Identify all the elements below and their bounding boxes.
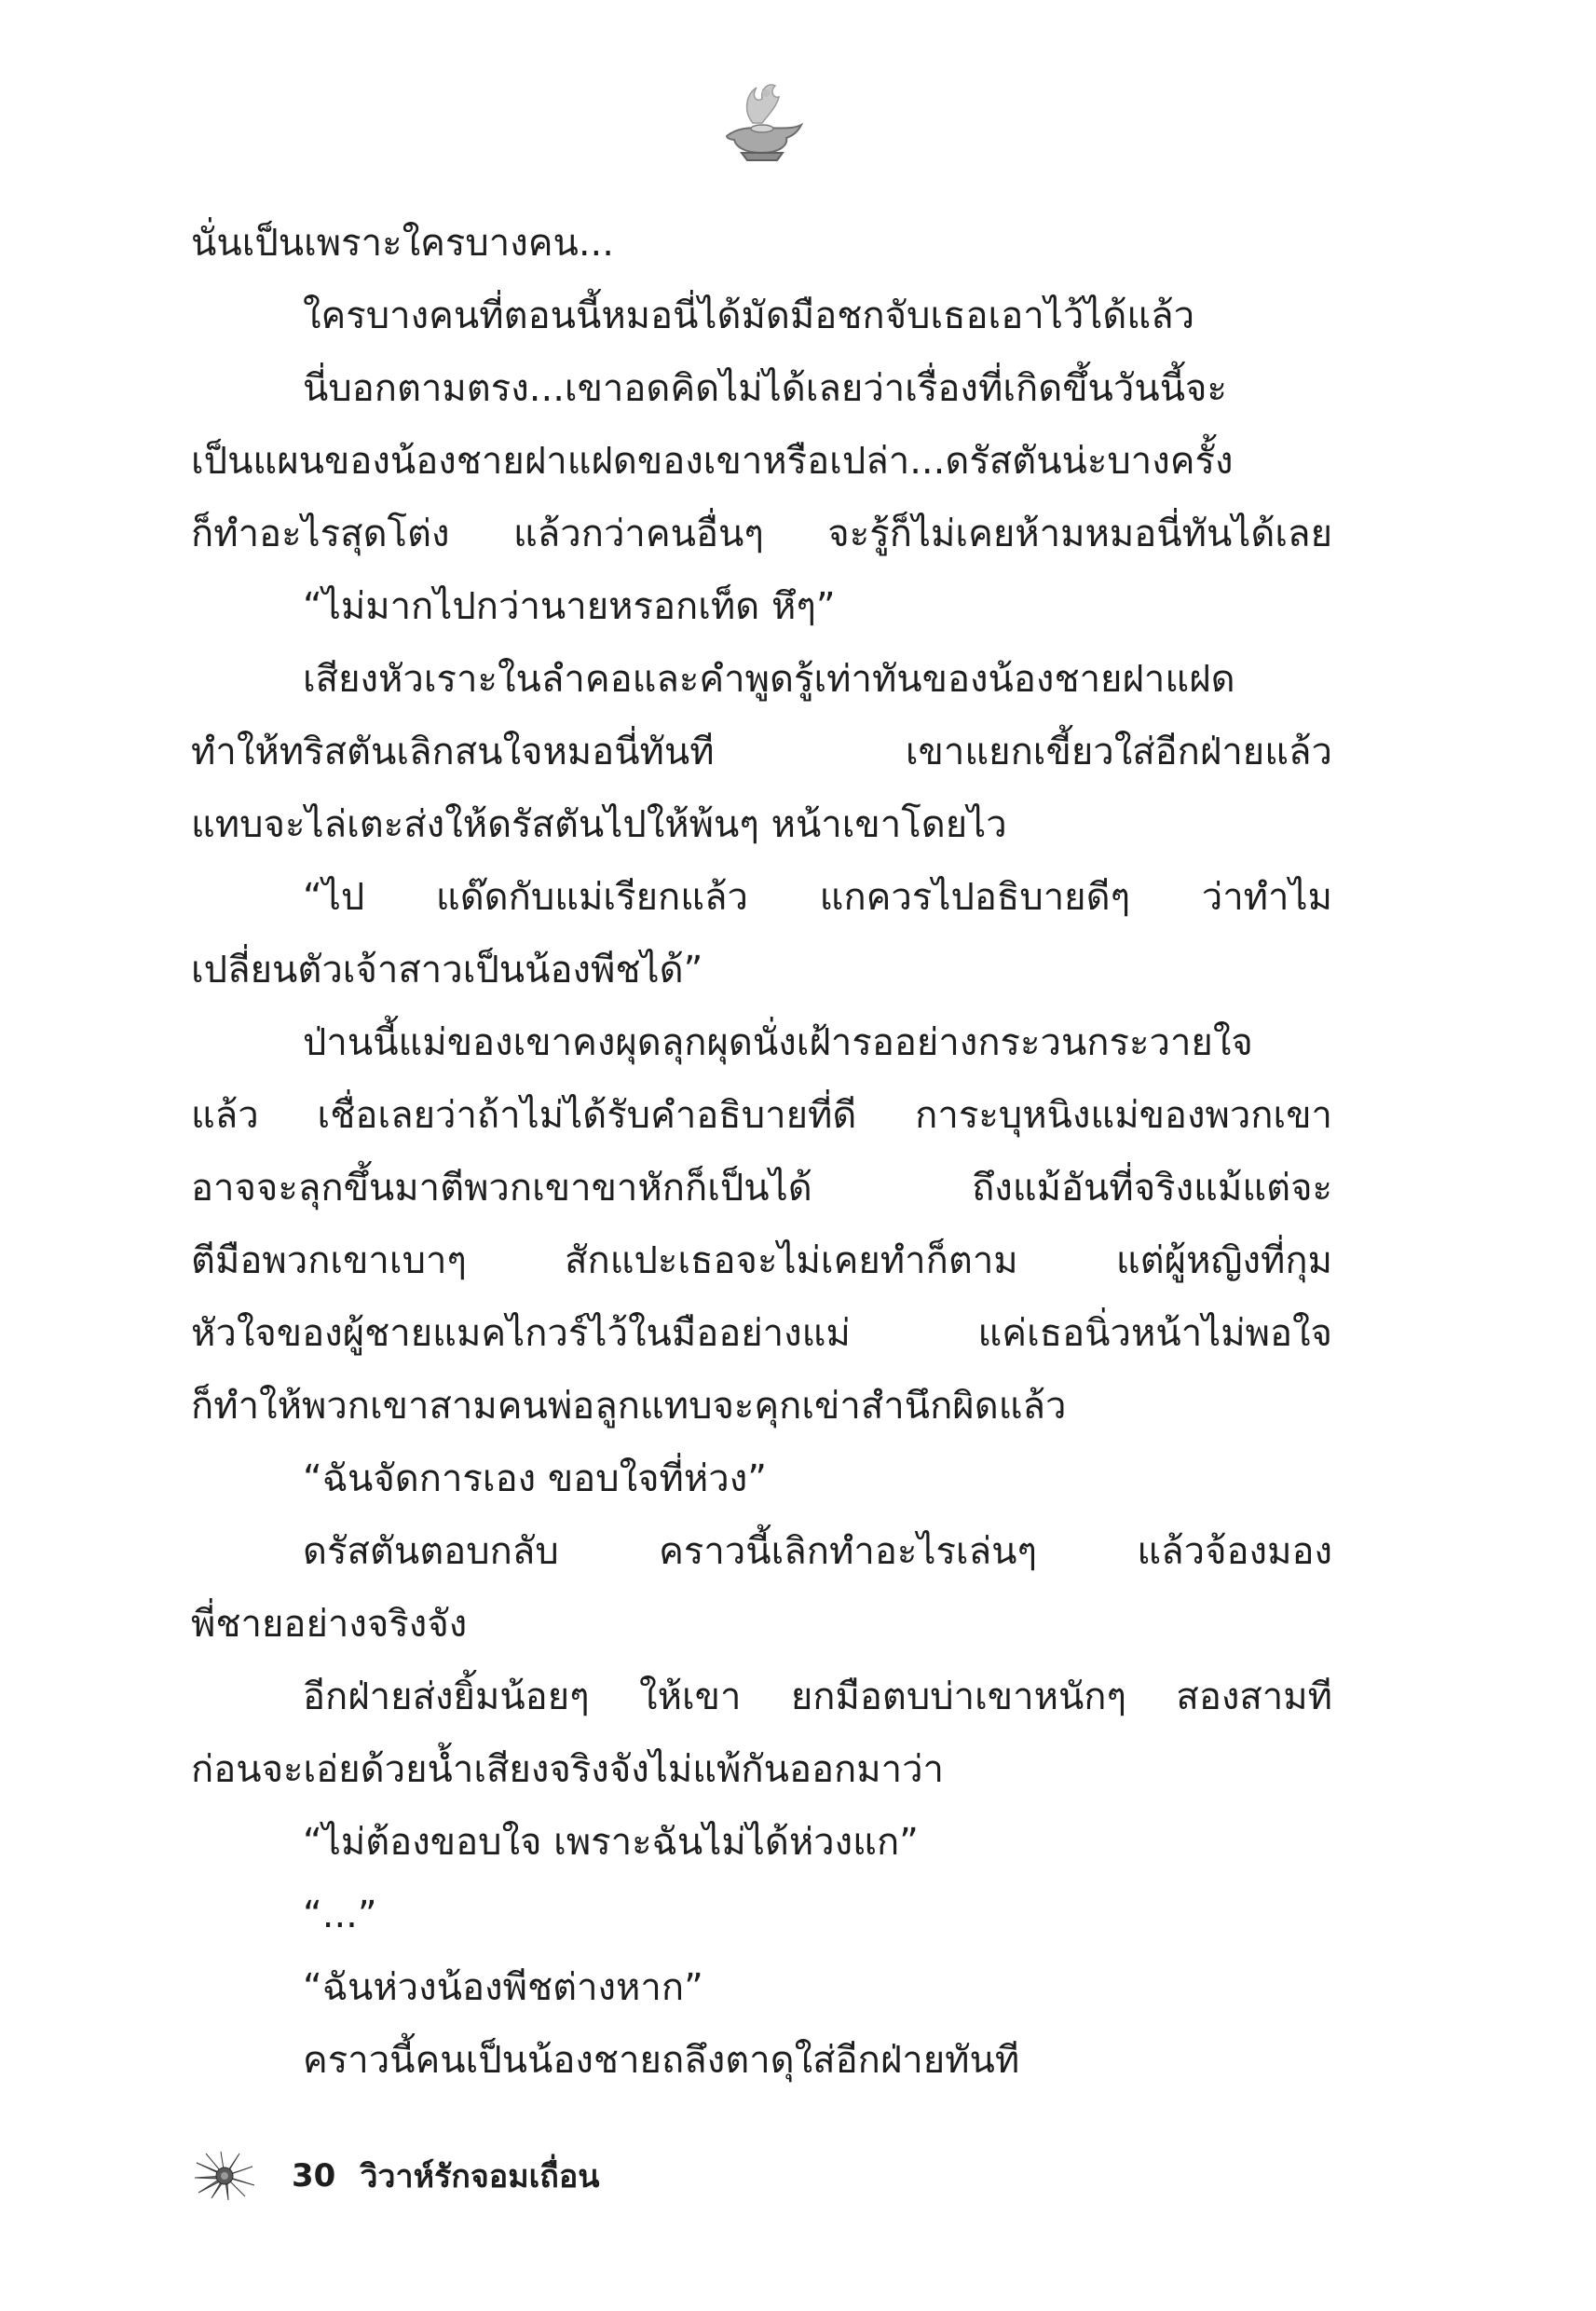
text-line: คราวนี้คนเป็นน้องชายถลึงตาดุใส่อีกฝ่ายทันที [303,2039,1020,2082]
text-line: หัวใจของผู้ชายแมคไกวร์ไว้ในมืออย่างแม่ แค่เธอนิ่วหน้าไม่พอใจ [191,1312,1332,1355]
text-line: แทบจะไล่เตะส่งให้ดรัสตันไปให้พ้นๆ หน้าเขาโดยไว [191,803,1007,846]
text-line: ป่านนี้แม่ของเขาคงผุดลุกผุดนั่งเฝ้ารออย่างกระวนกระวายใจ [303,1021,1253,1064]
text-line: ทำให้ทริสตันเลิกสนใจหมอนี่ทันที เขาแยกเขี้ยวใส่อีกฝ่ายแล้ว [191,731,1332,773]
text-line: ก็ทำอะไรสุดโต่ง แล้วกว่าคนอื่นๆ จะรู้ก็ไม่เคยห้ามหมอนี่ทันได้เลย [191,513,1332,555]
text-line: ตีมือพวกเขาเบาๆ สักแปะเธอจะไม่เคยทำก็ตาม แต่ผู้หญิงที่กุม [191,1239,1332,1282]
text-line: พี่ชายอย่างจริงจัง [191,1603,468,1646]
text-line: ดรัสตันตอบกลับ คราวนี้เลิกทำอะไรเล่นๆ แล้วจ้องมอง [303,1530,1332,1573]
text-line: นั่นเป็นเพราะใครบางคน... [191,222,614,265]
text-line: เปลี่ยนตัวเจ้าสาวเป็นน้องพีชได้” [191,949,703,991]
text-line: “ไป แด๊ดกับแม่เรียกแล้ว แกควรไปอธิบายดีๆ ว่าทำไม [303,876,1332,919]
text-line: ก่อนจะเอ่ยด้วยน้ำเสียงจริงจังไม่แพ้กันออกมาว่า [191,1748,945,1791]
book-title: วิวาห์รักจอมเถื่อน [360,2158,600,2195]
flower-ornament-icon [191,2150,258,2202]
text-line: อาจจะลุกขึ้นมาตีพวกเขาขาหักก็เป็นได้ ถึงแม้อันที่จริงแม้แต่จะ [191,1167,1332,1210]
page-footer [191,2148,600,2204]
text-line: นี่บอกตามตรง...เขาอดคิดไม่ได้เลยว่าเรื่องที่เกิดขึ้นวันนี้จะ [303,367,1227,410]
text-line: “ฉันห่วงน้องพีชต่างหาก” [303,1966,703,2009]
magic-lamp-icon [708,75,811,177]
text-line: “ฉันจัดการเอง ขอบใจที่ห่วง” [303,1457,768,1500]
text-line: ก็ทำให้พวกเขาสามคนพ่อลูกแทบจะคุกเข่าสำนึกผิดแล้ว [191,1385,1067,1428]
text-line: เสียงหัวเราะในลำคอและคำพูดรู้เท่าทันของน้องชายฝาแฝด [303,658,1235,701]
text-line: แล้ว เชื่อเลยว่าถ้าไม่ได้รับคำอธิบายที่ดี การะบุหนิงแม่ของพวกเขา [191,1094,1332,1137]
text-line: “ไม่มากไปกว่านายหรอกเท็ด หึๆ” [303,585,836,628]
text-line: ใครบางคนที่ตอนนี้หมอนี่ได้มัดมือชกจับเธอเอาไว้ได้แล้ว [303,294,1195,337]
text-line: อีกฝ่ายส่งยิ้มน้อยๆ ให้เขา ยกมือตบบ่าเขาหนักๆ สองสามที [303,1675,1332,1718]
page-number: 30 [292,2157,336,2195]
text-line: เป็นแผนของน้องชายฝาแฝดของเขาหรือเปล่า...ดรัสตันน่ะบางครั้ง [191,440,1234,483]
text-line: “ไม่ต้องขอบใจ เพราะฉันไม่ได้ห่วงแก” [303,1821,919,1864]
text-line: “...” [303,1894,377,1936]
body-text [191,207,1332,2097]
